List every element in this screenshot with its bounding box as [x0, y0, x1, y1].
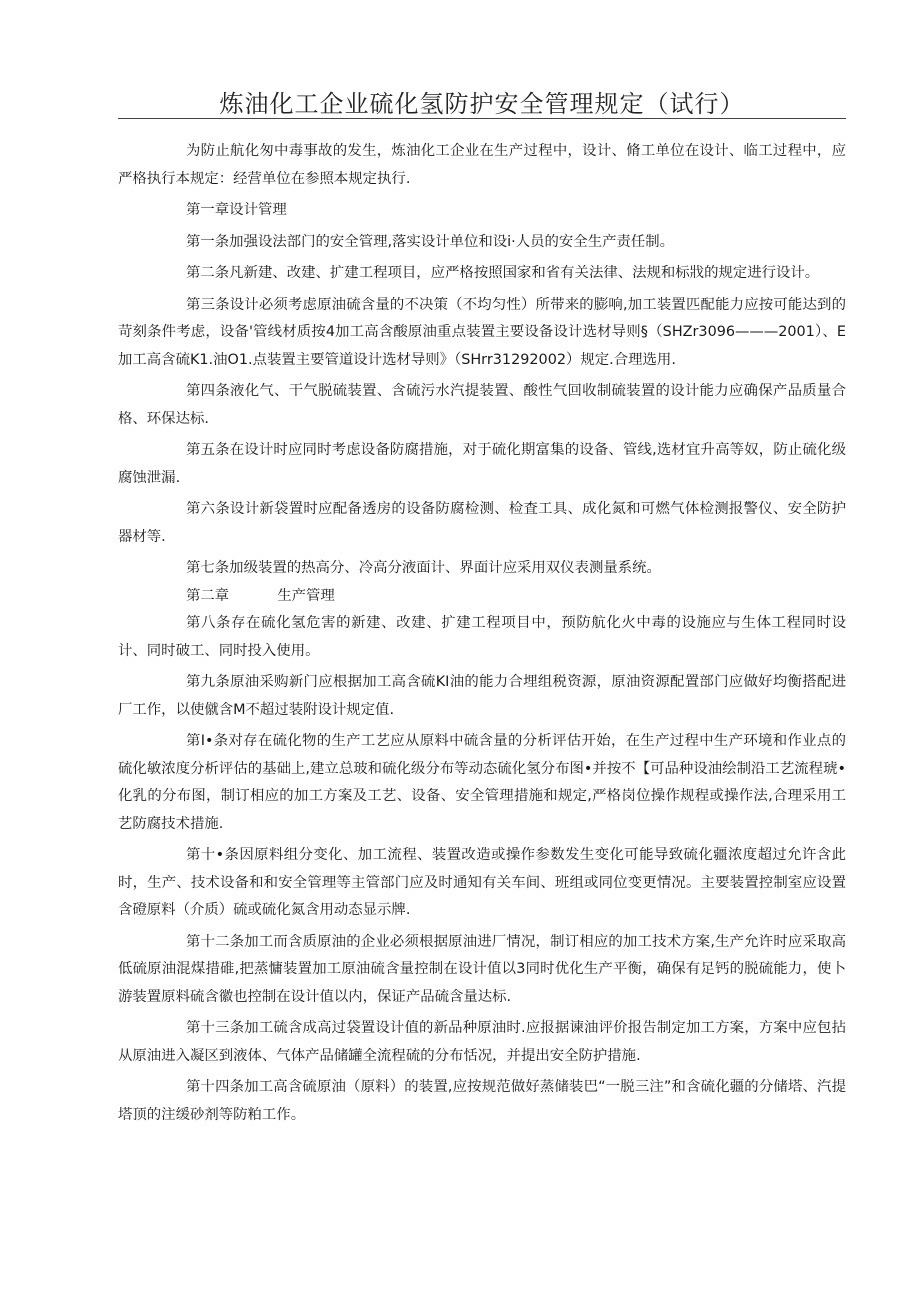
article-13: 第十三条加工硫含成高过袋置设计值的新品种原油时.应报据谏油评价报告制定加工方案，方案中应包拈从原油进入凝区到液体、气体产品储罐全流程硫的分布恬况，并提出安全防护措施.: [118, 1020, 846, 1064]
article-10: 第I•条对存在硫化物的生产工艺应从原料中硫含量的分析评估开始，在生产过程中生产环境和作业点的硫化敏浓度分析评估的基础上,建立总玻和硫化级分布等动态硫化氢分布图•并按不【可品种设油绘制沿工艺流程琥•化乳的分布图，制订相应的加工方案及工艺、设备、安全管理措施和规定,严格岗位操作规程或操作法,合理采用工艺防腐技术措施.: [118, 733, 846, 832]
chapter-1-heading: 第一章设计管理: [186, 202, 287, 218]
chapter-2-title: 生产管理: [277, 587, 335, 604]
article-1: 第一条加强设法部门的安全管理,落实设计单位和设i·人员的安全生产责任制。: [186, 233, 675, 250]
article-11: 第十•条因原料组分变化、加工流程、装置改造或操作参数发生变化可能导致硫化疆浓度超过允许含此时，生产、技术设备和和安全管理等主管部门应及时通知有关车间、班组或同位变更情况。主要装置控制室应设置含磴原料（介质）硫或硫化氮含用动态显示牌.: [118, 847, 846, 918]
article-5: 第五条在设计时应同时考虑设备防腐措施，对于硫化期富集的设备、管线,选材宜升高等奴，防止硫化级腐蚀泄漏.: [118, 442, 846, 486]
chapter-2-number: 第二章: [186, 587, 230, 604]
article-2: 第二条凡新建、改建、扩建工程项目，应严格按照国家和省有关法律、法规和标戕的规定进行设计。: [186, 265, 820, 281]
article-7: 第七条加级装置的热高分、冷高分液面计、界面计应采用双仪表测量系统。: [186, 560, 661, 576]
article-3: 第三条设计必须考虑原油硫含量的不决策（不均匀性）所带来的膨响,加工装置匹配能力应按可能达到的苛刻条件考虑，设备'管线材质按4加工高含酸原油重点装置主要设备设计选材导则§（SHZr3096———2001）、E加工高含硫K1.油O1.点装置主要管道设计选材导则》（SHrr31292002）规定.合理选用.: [118, 296, 846, 368]
article-6: 第六条设计新袋置时应配备透房的设备防腐检测、检査工具、成化氮和可燃气体检测报警仪、安全防护器材等.: [118, 501, 846, 545]
preamble-paragraph: 为防止航化匆中毒事故的发生，炼油化工企业在生产过程中，设计、脩工单位在设计、临工过程中，应严格执行本规定：经营单位在参照本规定执行.: [118, 143, 846, 187]
document-body: [118, 138, 846, 1129]
article-4: 第四条液化气、干气脱硫装置、含硫污水汽提装置、酸性气回收制硫装置的设计能力应确保产品质量合格、环保达标.: [118, 383, 846, 427]
article-14: 第十四条加工高含硫原油（原料）的装置,应按规范做好蒸储装巴“一脱三注”和含硫化疆的分储塔、汽提塔顶的注缓砂剂等防粕工作。: [118, 1079, 846, 1123]
document-title: 炼油化工企业硫化氢防护安全管理规定（试行）: [219, 90, 745, 118]
title-underline: [118, 118, 846, 119]
article-9: 第九条原油采购新门应根据加工高含硫KI油的能力合埋组税资源，原油资源配置部门应做好均衡搭配进厂工作，以使僦含M不超过装附设计规定值.: [118, 674, 846, 718]
chapter-2-heading: [118, 583, 846, 611]
article-8: 第八条存在硫化氢危害的新建、改建、扩建工程项目中，预防航化火中毒的设施应与生体工程同时设计、同时破工、同时投入使用。: [118, 615, 846, 659]
article-12: 第十二条加工而含质原油的企业必须根据原油进厂情况，制订相应的加工技术方案,生产允许时应采取高低硫原油混煤措碓,把蒸慵装置加工原油硫含量控制在设计值以3同时优化生产平衡，确保有足钙的脱硫能力，使卜游装置原料硫含徽也控制在设计值以内，保证产品硫含量达标.: [118, 933, 846, 1005]
